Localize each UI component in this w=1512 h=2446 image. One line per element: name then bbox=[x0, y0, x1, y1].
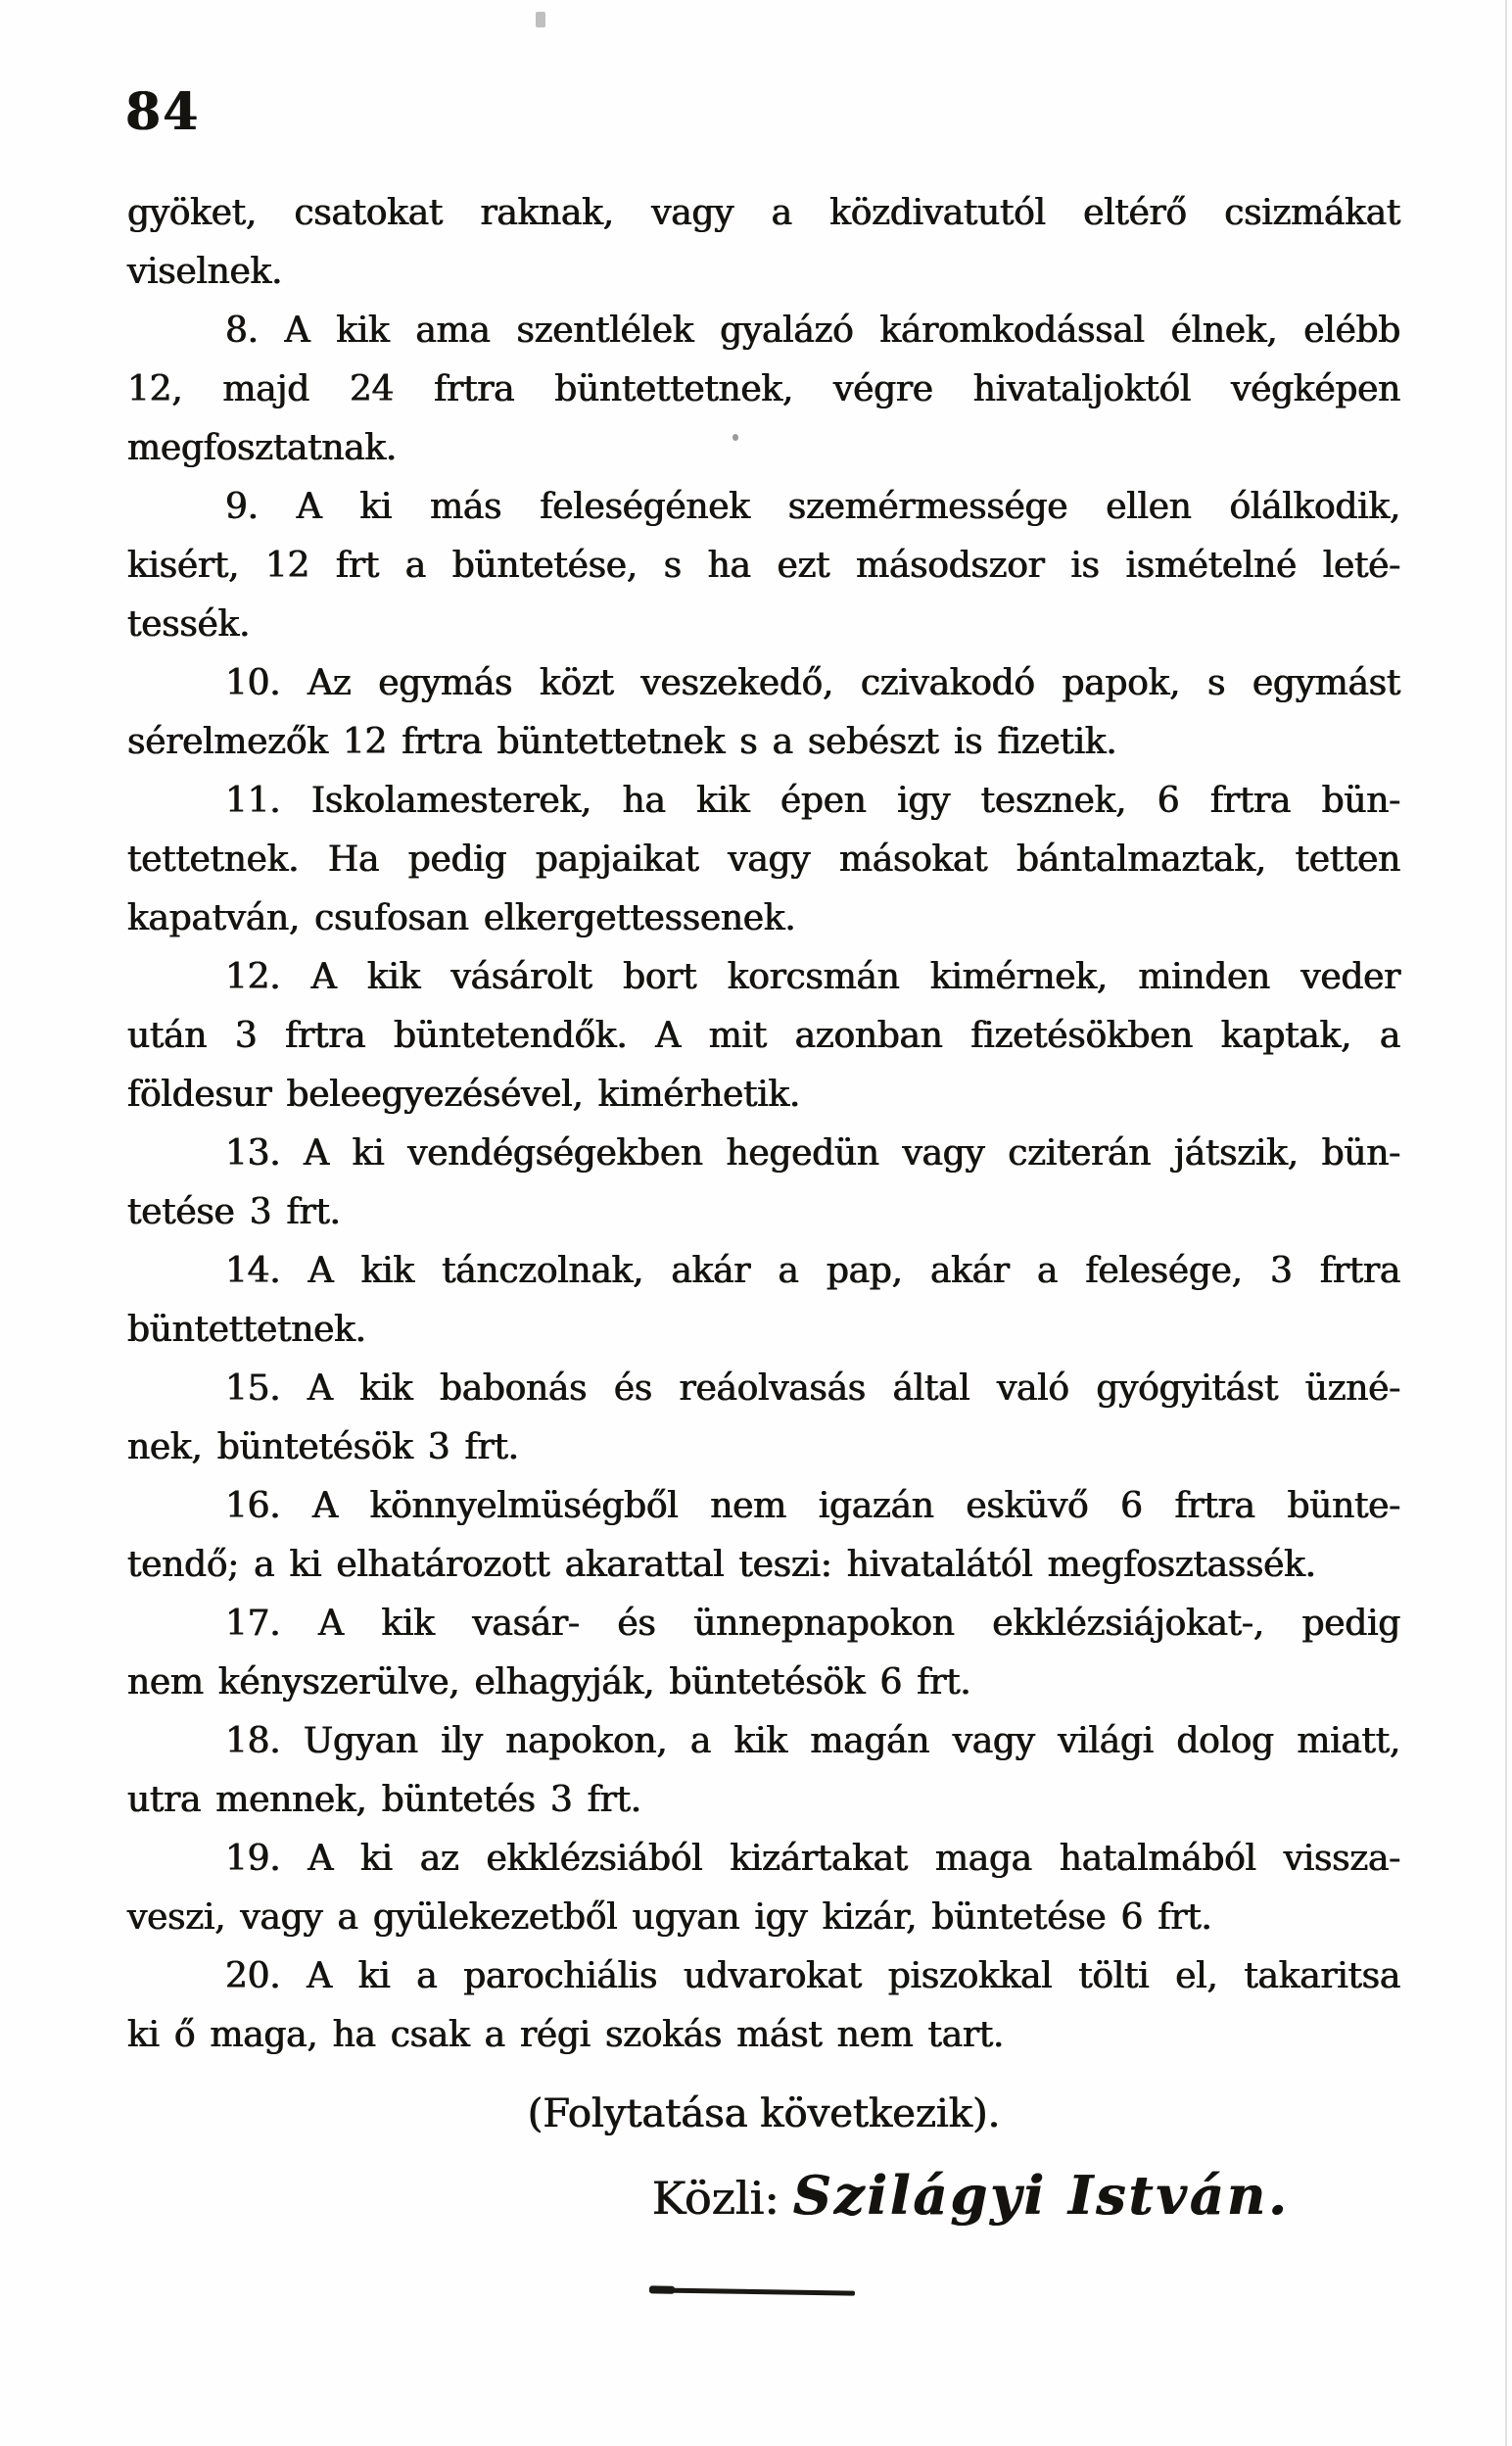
text-line: 18. Ugyan ily napokon, a kik magán vagy világi dolog miatt, bbox=[225, 1721, 1400, 1761]
text-line: 13. A ki vendégségekben hegedün vagy cziterán játszik, bün- bbox=[225, 1133, 1400, 1174]
text-line: gyöket, csatokat raknak, vagy a közdivatutól eltérő csizmákat bbox=[127, 193, 1400, 233]
text-line: tendő; a ki elhatározott akarattal teszi: hivatalától megfosztassék. bbox=[127, 1545, 1316, 1585]
text-line: nek, büntetésök 3 frt. bbox=[127, 1427, 519, 1467]
text-line: kapatván, csufosan elkergettessenek. bbox=[127, 898, 796, 938]
text-line: 14. A kik tánczolnak, akár a pap, akár a felesége, 3 frtra bbox=[225, 1251, 1400, 1291]
text-line: megfosztatnak. bbox=[127, 428, 398, 468]
text-line: 12, majd 24 frtra büntettetnek, végre hivataljoktól végképen bbox=[127, 369, 1400, 409]
text-line: tettetnek. Ha pedig papjaikat vagy másokat bántalmaztak, tetten bbox=[127, 839, 1400, 880]
text-line: utra mennek, büntetés 3 frt. bbox=[127, 1780, 641, 1820]
text-line: 8. A kik ama szentlélek gyalázó káromkodással élnek, elébb bbox=[225, 311, 1400, 351]
publisher-name: Szilágyi István. bbox=[792, 2164, 1290, 2227]
text-line: 16. A könnyelmüségből nem igazán esküvő 6 frtra bünte- bbox=[225, 1486, 1400, 1526]
text-line: 20. A ki a parochiális udvarokat piszokkal tölti el, takaritsa bbox=[225, 1956, 1400, 1996]
text-line: nem kényszerülve, elhagyják, büntetésök 6 frt. bbox=[127, 1662, 971, 1703]
publisher-prefix: Közli: bbox=[651, 2172, 780, 2225]
text-line: viselnek. bbox=[127, 252, 283, 292]
page-edge-line bbox=[1505, 0, 1507, 2446]
text-line: sérelmezők 12 frtra büntettetnek s a sebészt is fizetik. bbox=[127, 722, 1117, 762]
text-body bbox=[127, 184, 1400, 2065]
text-line: után 3 frtra büntetendők. A mit azonban fizetésökben kaptak, a bbox=[127, 1016, 1400, 1056]
text-line: ki ő maga, ha csak a régi szokás mást nem tart. bbox=[127, 2015, 1005, 2055]
text-line: 19. A ki az ekklézsiából kizártakat maga hatalmából vissza- bbox=[225, 1839, 1400, 1879]
text-line: 11. Iskolamesterek, ha kik épen igy tesznek, 6 frtra bün- bbox=[225, 781, 1400, 821]
text-line: 10. Az egymás közt veszekedő, czivakodó papok, s egymást bbox=[225, 663, 1400, 703]
text-line: büntettetnek. bbox=[127, 1310, 366, 1350]
scan-artifact-speck bbox=[536, 12, 545, 27]
text-line: 9. A ki más feleségének szemérmessége ellen ólálkodik, bbox=[225, 487, 1400, 527]
text-line: tetése 3 frt. bbox=[127, 1192, 341, 1232]
text-line: 15. A kik babonás és reáolvasás által való gyógyitást üzné- bbox=[225, 1368, 1400, 1409]
text-line: 12. A kik vásárolt bort korcsmán kimérnek, minden veder bbox=[225, 957, 1400, 997]
text-line: földesur beleegyezésével, kimérhetik. bbox=[127, 1075, 801, 1115]
page-number: 84 bbox=[125, 82, 201, 142]
text-line: kisért, 12 frt a büntetése, s ha ezt másodszor is ismételné leté- bbox=[127, 546, 1400, 586]
text-line: tessék. bbox=[127, 604, 251, 645]
text-line: veszi, vagy a gyülekezetből ugyan igy kizár, büntetése 6 frt. bbox=[127, 1897, 1212, 1938]
publisher-line bbox=[127, 2161, 1290, 2232]
continuation-note: (Folytatása következik). bbox=[527, 2091, 1001, 2136]
text-line: 17. A kik vasár- és ünnepnapokon ekklézsiájokat-, pedig bbox=[225, 1604, 1400, 1644]
footer-rule bbox=[649, 2287, 855, 2295]
